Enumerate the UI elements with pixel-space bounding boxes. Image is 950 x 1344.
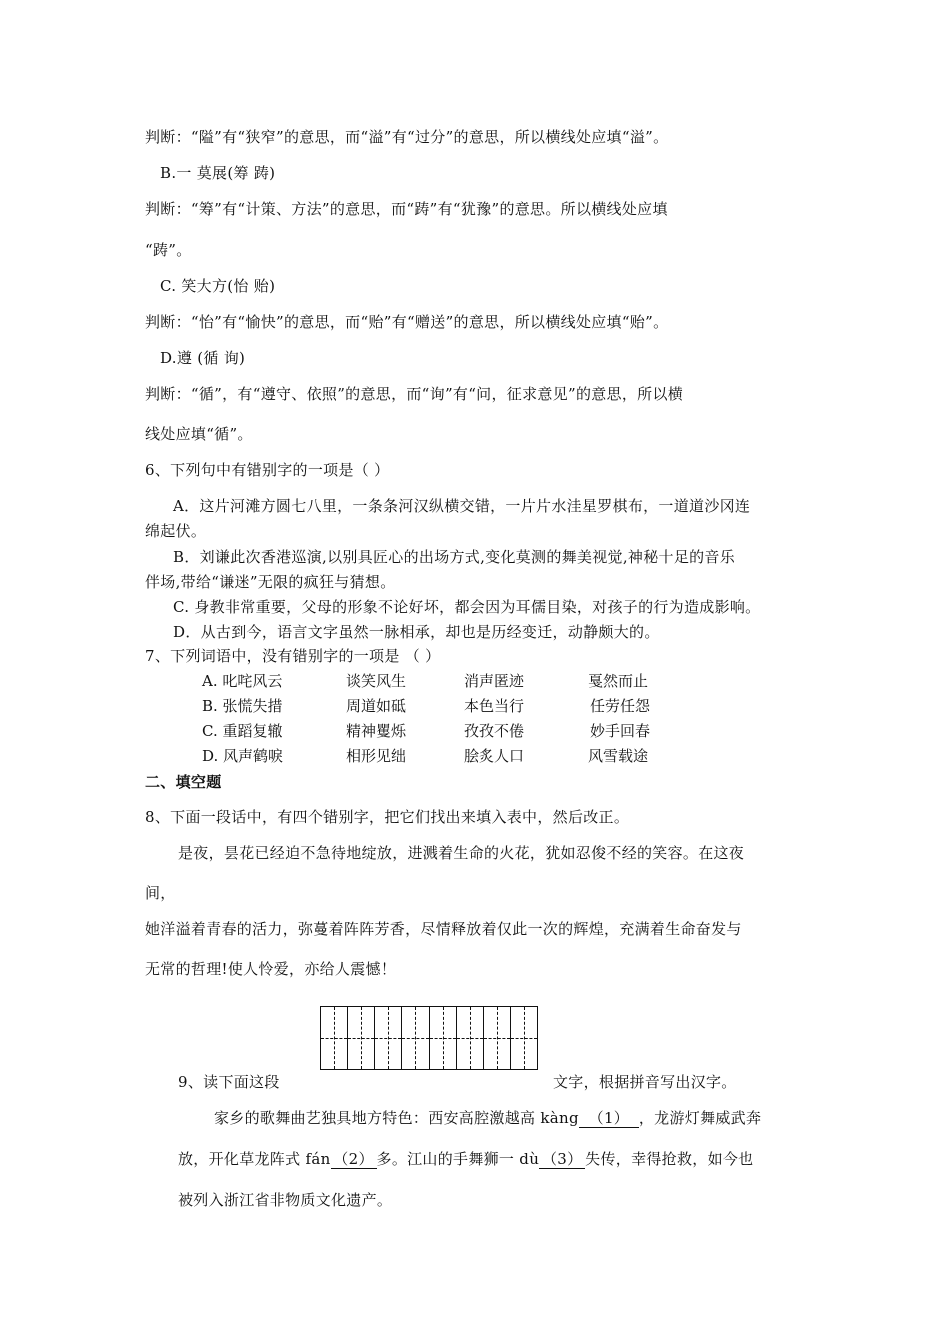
judgement-a: 判断：“隘”有“狭窄”的意思，而“溢”有“过分”的意思，所以横线处应填“溢”。 — [145, 128, 669, 146]
q7-d-word2: 相形见绌 — [346, 747, 407, 765]
q7-d-word1: D. 风声鹤唳 — [202, 747, 284, 765]
question-7: 7、下列词语中，没有错别字的一项是 （ ） — [145, 647, 441, 665]
blank-2[interactable]: （2） — [331, 1151, 377, 1169]
q7-b-word2: 周道如砥 — [346, 697, 407, 715]
question-9-passage-line2 — [178, 1149, 753, 1169]
option-d: D.遵 (循 询) — [160, 349, 246, 367]
question-8-passage-line3: 她洋溢着青春的活力，弥蔓着阵阵芳香，尽情释放着仅此一次的辉煌，充满着生命奋发与 — [145, 920, 742, 938]
judgement-b-line1: 判断：“筹”有“计策、方法”的意思，而“踌”有“犹豫”的意思。所以横线处应填 — [145, 200, 668, 218]
question-8-passage-line2: 间， — [145, 884, 176, 902]
question-8-passage-line4: 无常的哲理!使人怜爱，亦给人震憾！ — [145, 960, 397, 978]
q7-c-word3: 孜孜不倦 — [464, 722, 525, 740]
q7-d-word4: 风雪载途 — [588, 747, 649, 765]
q9-text: 放，开化草龙阵式 fán — [178, 1150, 331, 1168]
q7-b-word3: 本色当行 — [464, 697, 525, 715]
blank-3[interactable]: （3） — [539, 1151, 585, 1169]
q7-c-word2: 精神矍烁 — [346, 722, 407, 740]
q7-d-word3: 脍炙人口 — [464, 747, 525, 765]
grid-cell[interactable] — [375, 1007, 402, 1069]
answer-grid[interactable] — [320, 1006, 538, 1070]
blank-1[interactable]: （1） — [579, 1110, 639, 1128]
q7-c-word4: 妙手回春 — [590, 722, 651, 740]
question-8-passage-line1: 是夜，昙花已经迫不急待地绽放，进溅着生命的火花，犹如忍俊不经的笑容。在这夜 — [178, 844, 745, 862]
judgement-d-line2: 线处应填“循”。 — [145, 425, 253, 443]
question-6-option-d: D．从古到今，语言文字虽然一脉相承，却也是历经变迁，动静颇大的。 — [173, 623, 660, 641]
q7-a-word2: 谈笑风生 — [346, 672, 407, 690]
section-heading-fill-in: 二、填空题 — [145, 773, 222, 791]
q7-a-word4: 戛然而止 — [588, 672, 649, 690]
q9-text: 失传，幸得抢救，如今也 — [585, 1150, 754, 1168]
question-6-option-c: C. 身教非常重要，父母的形象不论好坏，都会因为耳儒目染，对孩子的行为造成影响。 — [173, 598, 761, 616]
grid-cell[interactable] — [321, 1007, 348, 1069]
question-6: 6、下列句中有错别字的一项是（ ） — [145, 461, 390, 479]
grid-cell[interactable] — [457, 1007, 484, 1069]
grid-cell[interactable] — [484, 1007, 511, 1069]
q9-text: 多。江山的手舞狮一 dù — [376, 1150, 540, 1168]
judgement-d-line1: 判断：“循”，有“遵守、依照”的意思，而“询”有“问，征求意见”的意思，所以横 — [145, 385, 684, 403]
question-9-end: 文字，根据拼音写出汉字。 — [553, 1073, 737, 1091]
q7-b-word4: 任劳任怨 — [590, 697, 651, 715]
question-6-option-b-line2: 伴场,带给“谦迷”无限的疯狂与猜想。 — [145, 573, 396, 591]
judgement-c: 判断：“怡”有“愉快”的意思，而“贻”有“赠送”的意思，所以横线处应填“贻”。 — [145, 313, 669, 331]
q9-text: ，龙游灯舞威武奔 — [638, 1109, 762, 1127]
question-8: 8、下面一段话中，有四个错别字，把它们找出来填入表中，然后改正。 — [145, 808, 630, 826]
grid-cell[interactable] — [511, 1007, 537, 1069]
question-9-start: 9、读下面这段 — [178, 1073, 280, 1091]
q7-a-word1: A. 叱咤风云 — [202, 672, 283, 690]
q7-b-word1: B. 张慌失措 — [202, 697, 283, 715]
grid-cell[interactable] — [430, 1007, 457, 1069]
grid-cell[interactable] — [402, 1007, 429, 1069]
q7-a-word3: 消声匿迹 — [464, 672, 525, 690]
question-9-passage-line3: 被列入浙江省非物质文化遗产。 — [178, 1191, 393, 1209]
option-c: C. 笑大方(怡 贻) — [160, 277, 276, 295]
question-6-option-a-line2: 绵起伏。 — [145, 522, 207, 540]
q9-text: 家乡的歌舞曲艺独具地方特色：西安高腔激越高 kàng — [214, 1109, 579, 1127]
q7-c-word1: C. 重蹈复辙 — [202, 722, 283, 740]
question-6-option-b-line1: B．刘谦此次香港巡演,以别具匠心的出场方式,变化莫测的舞美视觉,神秘十足的音乐 — [173, 548, 736, 566]
option-b: B.一 莫展(筹 踌) — [160, 164, 276, 182]
judgement-b-line2: “踌”。 — [145, 241, 192, 259]
grid-cell[interactable] — [348, 1007, 375, 1069]
question-9-passage-line1 — [214, 1108, 761, 1128]
question-6-option-a-line1: A．这片河滩方圆七八里，一条条河汉纵横交错，一片片水洼星罗棋布，一道道沙冈连 — [173, 497, 751, 515]
